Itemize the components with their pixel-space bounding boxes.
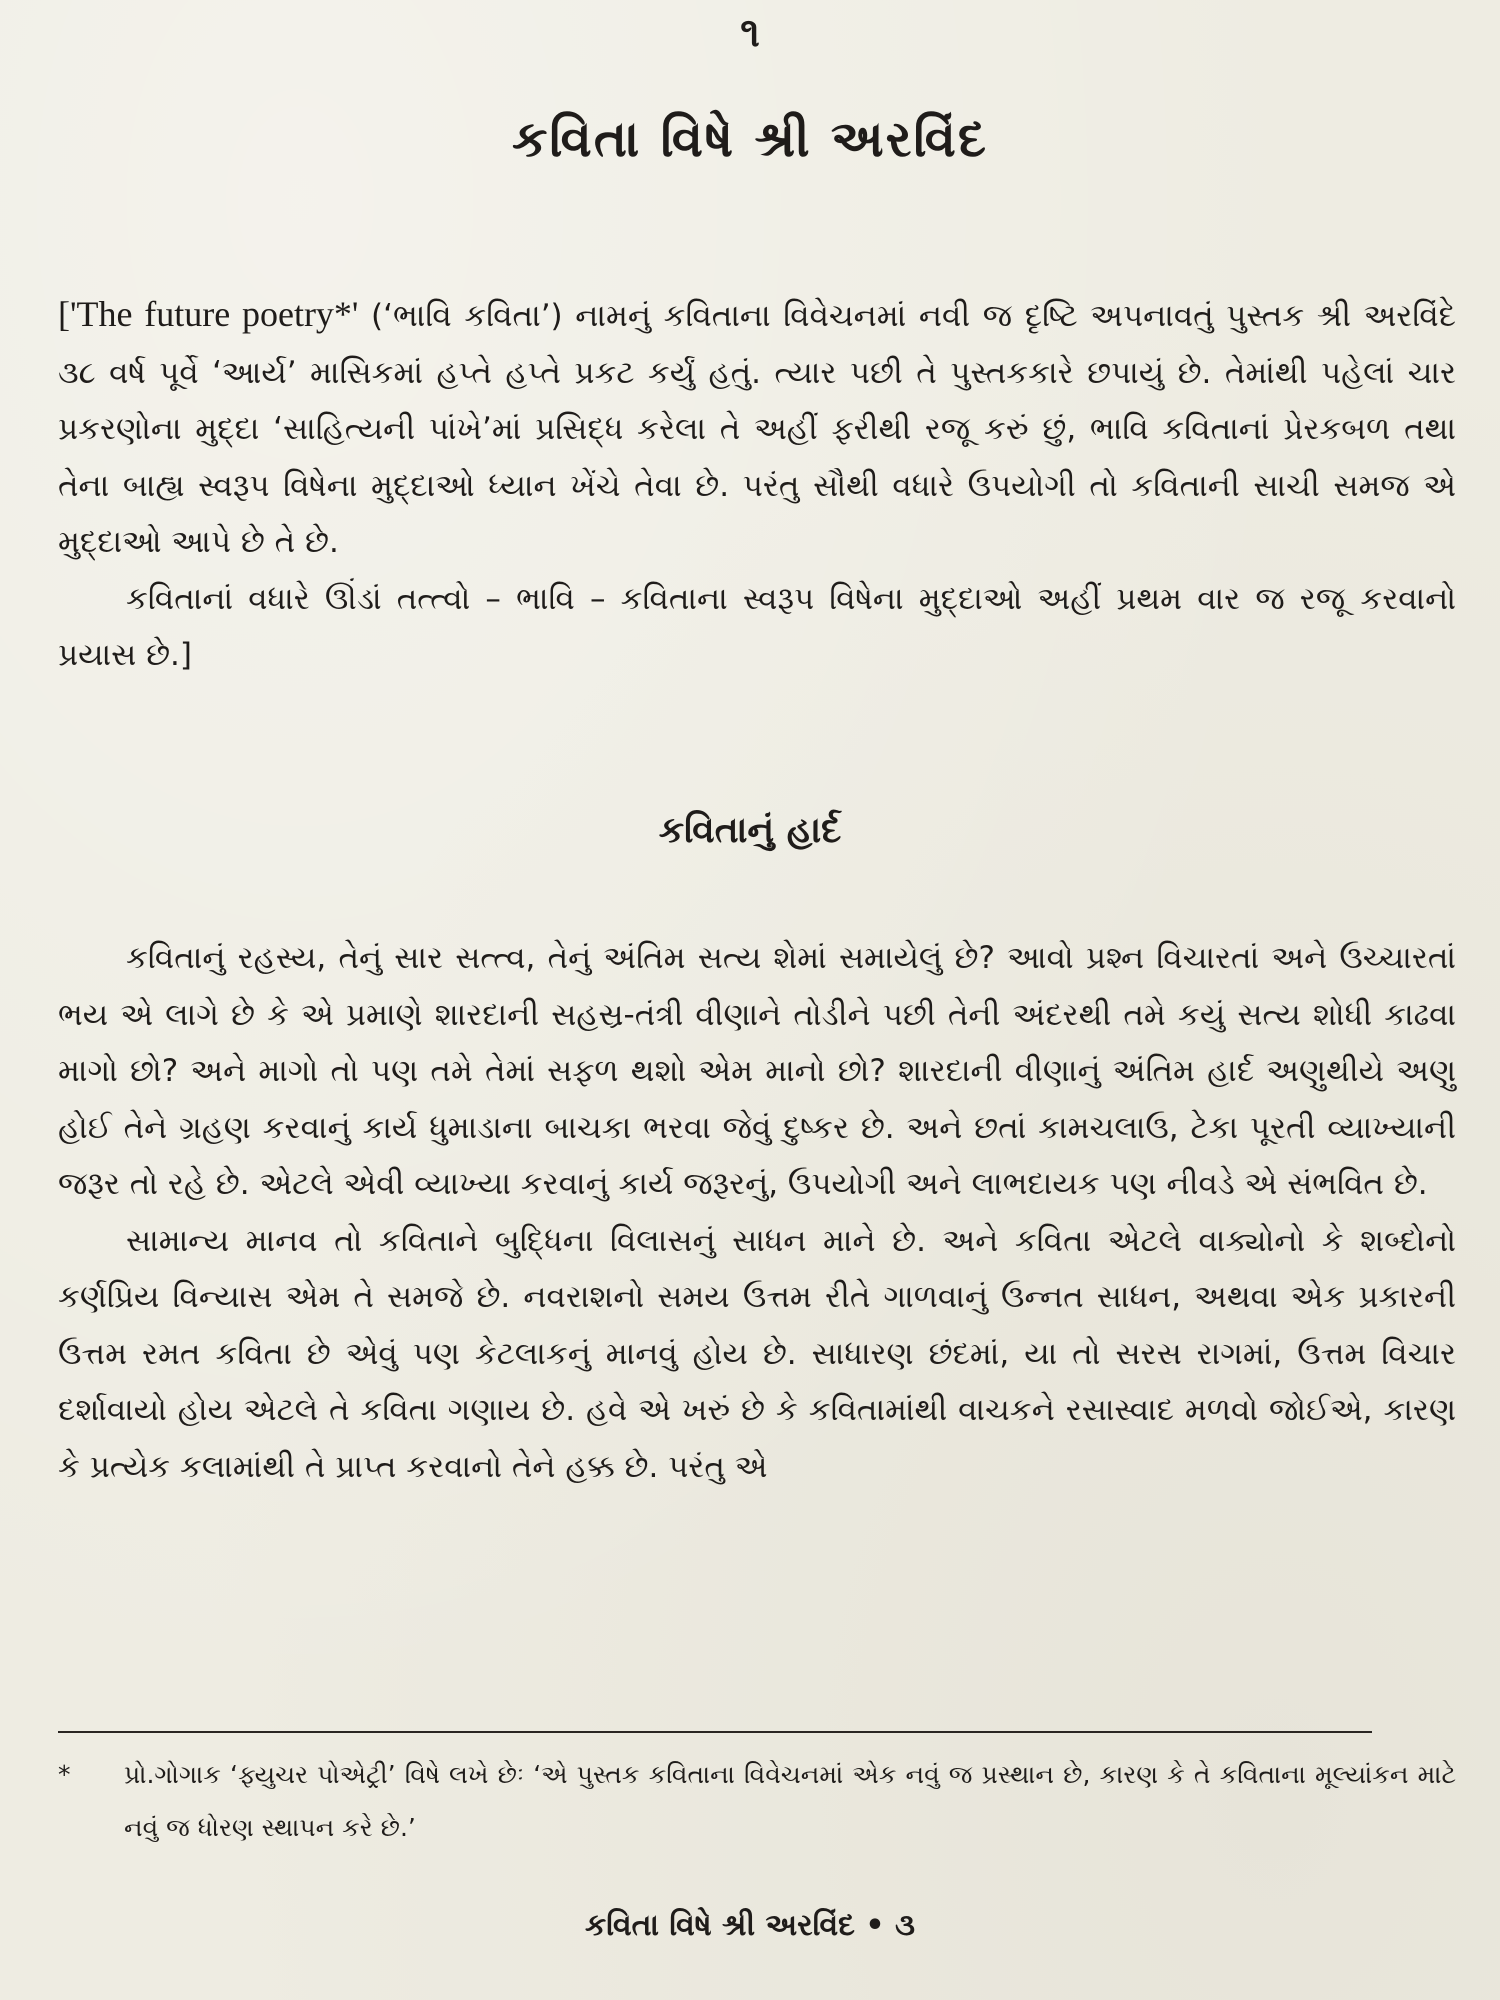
english-book-title: 'The future poetry*' <box>70 294 359 334</box>
footnote-marker: * <box>58 1760 71 1789</box>
running-footer: કવિતા વિષે શ્રી અરવિંદ • ૩ <box>585 1908 915 1943</box>
footnote-text: પ્રો.ગોગાક ‘ફ્યુચર પોએટ્રી’ વિષે લખે છેઃ ‘એ પુસ્તક કવિતાના વિવેચનમાં એક નવું જ પ્રસ્થાન છે, કારણ કે તે કવિતાના મૂલ્યાંકન માટે નવું જ ધોરણ સ્થાપન કરે છે.’ <box>124 1760 1456 1842</box>
intro-paragraph-1-text: (‘ભાવિ કવિતા’) નામનું કવિતાના વિવેચનમાં નવી જ દૃષ્ટિ અપનાવતું પુસ્તક શ્રી અરવિંદે ૩૮ વર્ષ પૂર્વે ‘આર્ય’ માસિકમાં હપ્તે હપ્તે પ્રકટ કર્યું હતું. ત્યાર પછી તે પુસ્તકકારે છપાયું છે. તેમાંથી પહેલાં ચાર પ્રકરણોના મુદ્દા ‘સાહિત્યની પાંખે’માં પ્રસિદ્ધ કરેલા તે અહીં ફરીથી રજૂ કરું છું, ભાવિ કવિતાનાં પ્રેરકબળ તથા તેના બાહ્ય સ્વરૂપ વિષેના મુદ્દાઓ ધ્યાન ખેંચે તેવા છે. પરંતુ સૌથી વધારે ઉપયોગી તો કવિતાની સાચી સમજ એ મુદ્દાઓ આપે છે તે છે. <box>58 298 1456 560</box>
intro-paragraph-1 <box>58 286 1456 571</box>
chapter-number: ૧ <box>740 10 760 56</box>
intro-paragraph-2: કવિતાનાં વધારે ઊંડાં તત્ત્વો – ભાવિ – કવિતાના સ્વરૂપ વિષેના મુદ્દાઓ અહીં પ્રથમ વાર જ રજૂ કરવાનો પ્રયાસ છે.] <box>58 580 1456 673</box>
body-paragraph-1: કવિતાનું રહસ્ય, તેનું સાર સત્ત્વ, તેનું અંતિમ સત્ય શેમાં સમાયેલું છે? આવો પ્રશ્ન વિચારતાં અને ઉચ્ચારતાં ભય એ લાગે છે કે એ પ્રમાણે શારદાની સહસ્ર-તંત્રી વીણાને તોડીને પછી તેની અંદરથી તમે કયું સત્ય શોધી કાઢવા માગો છો? અને માગો તો પણ તમે તેમાં સફળ થશો એમ માનો છો? શારદાની વીણાનું અંતિમ હાર્દ અણુથીયે અણુ હોઈ તેને ગ્રહણ કરવાનું કાર્ય ધુમાડાના બાચકા ભરવા જેવું દુષ્કર છે. અને છતાં કામચલાઉ, ટેકા પૂરતી વ્યાખ્યાની જરૂર તો રહે છે. એટલે એવી વ્યાખ્યા કરવાનું કાર્ય જરૂરનું, ઉપયોગી અને લાભદાયક પણ નીવડે એ સંભવિત છે. <box>58 940 1456 1202</box>
chapter-title: કવિતા વિષે શ્રી અરવિંદ <box>512 110 988 168</box>
section-heading: કવિતાનું હાર્દ <box>658 810 842 851</box>
footnote-divider <box>58 1731 1372 1733</box>
footnote <box>58 1748 1456 1854</box>
body-paragraph-2: સામાન્ય માનવ તો કવિતાને બુદ્ધિના વિલાસનું સાધન માને છે. અને કવિતા એટલે વાક્યોનો કે શબ્દોનો કર્ણપ્રિય વિન્યાસ એમ તે સમજે છે. નવરાશનો સમય ઉત્તમ રીતે ગાળવાનું ઉન્નત સાધન, અથવા એક પ્રકારની ઉત્તમ રમત કવિતા છે એવું પણ કેટલાકનું માનવું હોય છે. સાધારણ છંદમાં, યા તો સરસ રાગમાં, ઉત્તમ વિચાર દર્શાવાયો હોય એટલે તે કવિતા ગણાય છે. હવે એ ખરું છે કે કવિતામાંથી વાચકને રસાસ્વાદ મળવો જોઈએ, કારણ કે પ્રત્યેક કલામાંથી તે પ્રાપ્ત કરવાનો તેને હક્ક છે. પરંતુ એ <box>58 1222 1456 1485</box>
body-section <box>58 930 1456 1495</box>
bracket-open: [ <box>58 294 70 334</box>
intro-section <box>58 286 1456 684</box>
